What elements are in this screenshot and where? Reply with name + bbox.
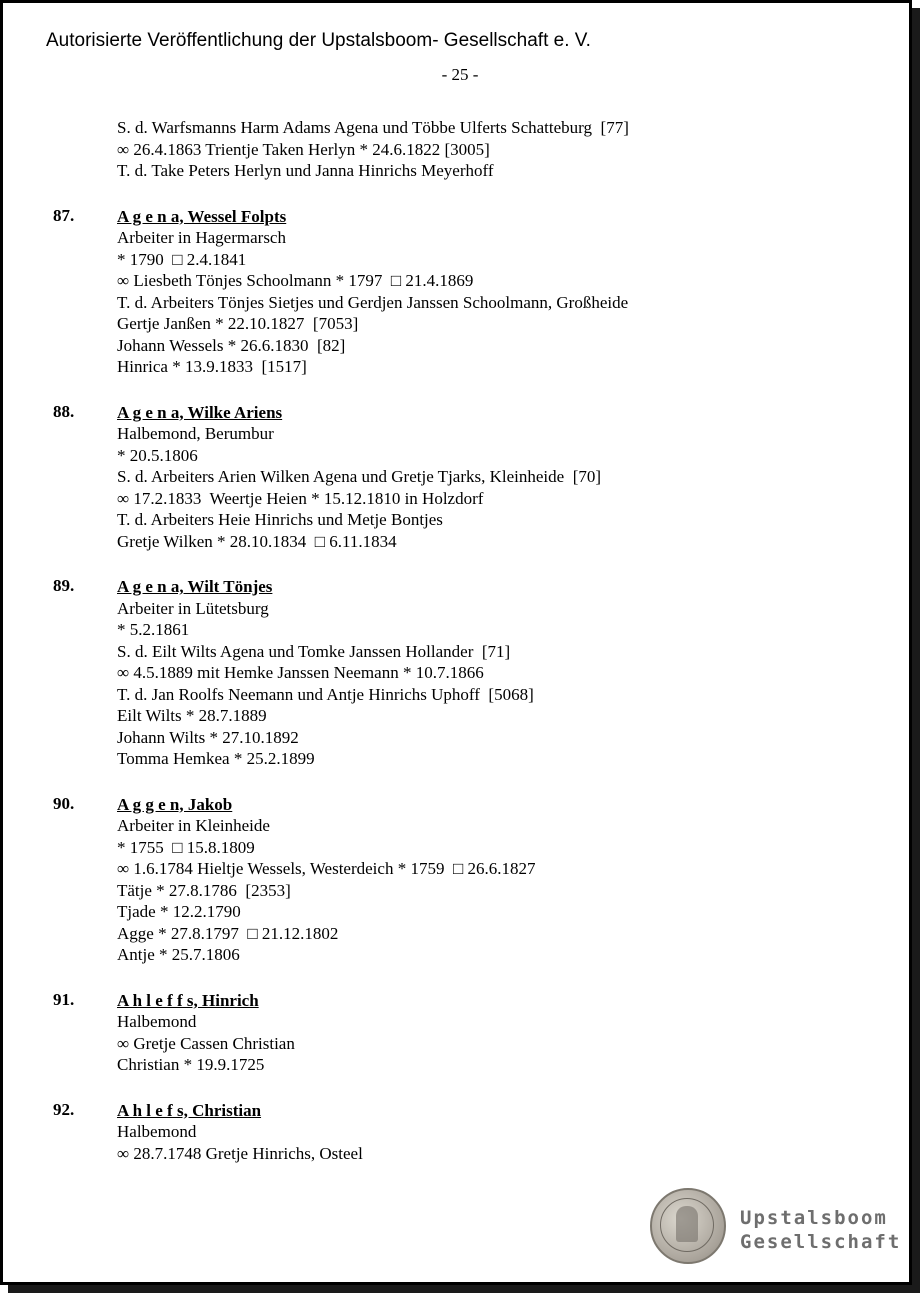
entry-line: * 20.5.1806 xyxy=(117,445,198,465)
entry-line: ∞ 1.6.1784 Hieltje Wessels, Westerdeich * 1759 □ 26.6.1827 xyxy=(117,859,536,878)
genealogy-content xyxy=(0,117,912,1188)
intro-line: S. d. Warfsmanns Harm Adams Agena und Többe Ulferts Schatteburg [77] xyxy=(117,118,629,137)
entry-lines xyxy=(117,1100,912,1165)
entry-name: A h l e f f s, Hinrich xyxy=(117,990,259,1010)
entry-name: A g e n a, Wilt Tönjes xyxy=(117,577,273,596)
intro-line: T. d. Take Peters Herlyn und Janna Hinrichs Meyerhoff xyxy=(117,161,494,180)
entry-number: 89. xyxy=(53,576,75,595)
entry-line: S. d. Arbeiters Arien Wilken Agena und Gretje Tjarks, Kleinheide [70] xyxy=(117,467,602,486)
entry-line: Johann Wilts * 27.10.1892 xyxy=(117,727,299,747)
intro-line: ∞ 26.4.1863 Trientje Taken Herlyn * 24.6.1822 [3005] xyxy=(117,139,490,159)
society-logo xyxy=(650,1188,900,1268)
entry-name: A h l e f s, Christian xyxy=(117,1100,262,1120)
page-shadow-right xyxy=(912,8,920,1293)
entry-line: Gertje Janßen * 22.10.1827 [7053] xyxy=(117,314,359,333)
entry-line: Arbeiter in Hagermarsch xyxy=(117,228,286,247)
entry-line: Arbeiter in Kleinheide xyxy=(117,816,270,835)
logo-line-1: Upstalsboom xyxy=(740,1207,888,1229)
entry-line: Gretje Wilken * 28.10.1834 □ 6.11.1834 xyxy=(117,531,397,551)
genealogy-entry xyxy=(0,794,912,966)
page-number: - 25 - xyxy=(441,65,479,84)
entry-line: Halbemond xyxy=(117,1122,197,1141)
entry-line: Johann Wessels * 26.6.1830 [82] xyxy=(117,335,346,355)
entry-line: Antje * 25.7.1806 xyxy=(117,945,240,964)
intro-lines xyxy=(117,117,912,182)
entry-line: T. d. Jan Roolfs Neemann und Antje Hinrichs Uphoff [5068] xyxy=(117,684,534,704)
entry-line: Tätje * 27.8.1786 [2353] xyxy=(117,880,291,900)
entry-line: * 1790 □ 2.4.1841 xyxy=(117,249,247,269)
entry-name: A g g e n, Jakob xyxy=(117,794,233,814)
entry-name: A g e n a, Wessel Folpts xyxy=(117,206,287,226)
entry-line: Hinrica * 13.9.1833 [1517] xyxy=(117,357,307,376)
entry-line: Tjade * 12.2.1790 xyxy=(117,902,241,921)
entry-name: A g e n a, Wilke Ariens xyxy=(117,402,283,422)
seal-figure xyxy=(676,1206,698,1242)
entry-line: Christian * 19.9.1725 xyxy=(117,1055,265,1074)
entry-line: T. d. Arbeiters Tönjes Sietjes und Gerdjen Janssen Schoolmann, Großheide xyxy=(117,292,629,312)
entry-line: ∞ Liesbeth Tönjes Schoolmann * 1797 □ 21.4.1869 xyxy=(117,271,474,290)
genealogy-entry xyxy=(0,990,912,1076)
entry-line: Eilt Wilts * 28.7.1889 xyxy=(117,706,267,725)
entry-line: Agge * 27.8.1797 □ 21.12.1802 xyxy=(117,923,339,943)
entry-line: Arbeiter in Lütetsburg xyxy=(117,598,269,618)
genealogy-entry xyxy=(0,402,912,553)
entry-lines xyxy=(117,206,912,378)
entry-line: ∞ 4.5.1889 mit Hemke Janssen Neemann * 10.7.1866 xyxy=(117,663,484,682)
genealogy-entry xyxy=(0,206,912,378)
entry-lines xyxy=(117,576,912,770)
genealogy-entry xyxy=(0,576,912,770)
entry-line: Tomma Hemkea * 25.2.1899 xyxy=(117,749,315,768)
entry-lines xyxy=(117,990,912,1076)
logo-line-2: Gesellschaft xyxy=(740,1231,902,1253)
entry-number: 91. xyxy=(53,989,75,1009)
genealogy-entry xyxy=(0,1100,912,1165)
intro-continuation xyxy=(0,117,912,182)
entry-lines xyxy=(117,402,912,553)
entry-line: Halbemond, Berumbur xyxy=(117,424,274,443)
logo-wordmark xyxy=(740,1206,901,1254)
entry-number: 92. xyxy=(53,1099,75,1119)
entry-list xyxy=(0,206,912,1165)
page-shadow-bottom xyxy=(8,1285,920,1293)
entry-line: ∞ 28.7.1748 Gretje Hinrichs, Osteel xyxy=(117,1143,363,1163)
entry-line: ∞ Gretje Cassen Christian xyxy=(117,1033,295,1053)
entry-line: T. d. Arbeiters Heie Hinrichs und Metje Bontjes xyxy=(117,510,443,529)
entry-lines xyxy=(117,794,912,966)
entry-line: * 5.2.1861 xyxy=(117,620,190,639)
entry-number: 87. xyxy=(53,205,75,225)
entry-number: 88. xyxy=(53,401,75,421)
entry-line: S. d. Eilt Wilts Agena und Tomke Janssen Hollander [71] xyxy=(117,641,511,661)
entry-line: * 1755 □ 15.8.1809 xyxy=(117,837,255,857)
entry-line: ∞ 17.2.1833 Weertje Heien * 15.12.1810 in Holzdorf xyxy=(117,488,484,508)
entry-line: Halbemond xyxy=(117,1012,197,1031)
page-header: Autorisierte Veröffentlichung der Upstalsboom- Gesellschaft e. V. xyxy=(46,30,591,51)
entry-number: 90. xyxy=(53,793,75,813)
seal-icon xyxy=(650,1188,726,1264)
